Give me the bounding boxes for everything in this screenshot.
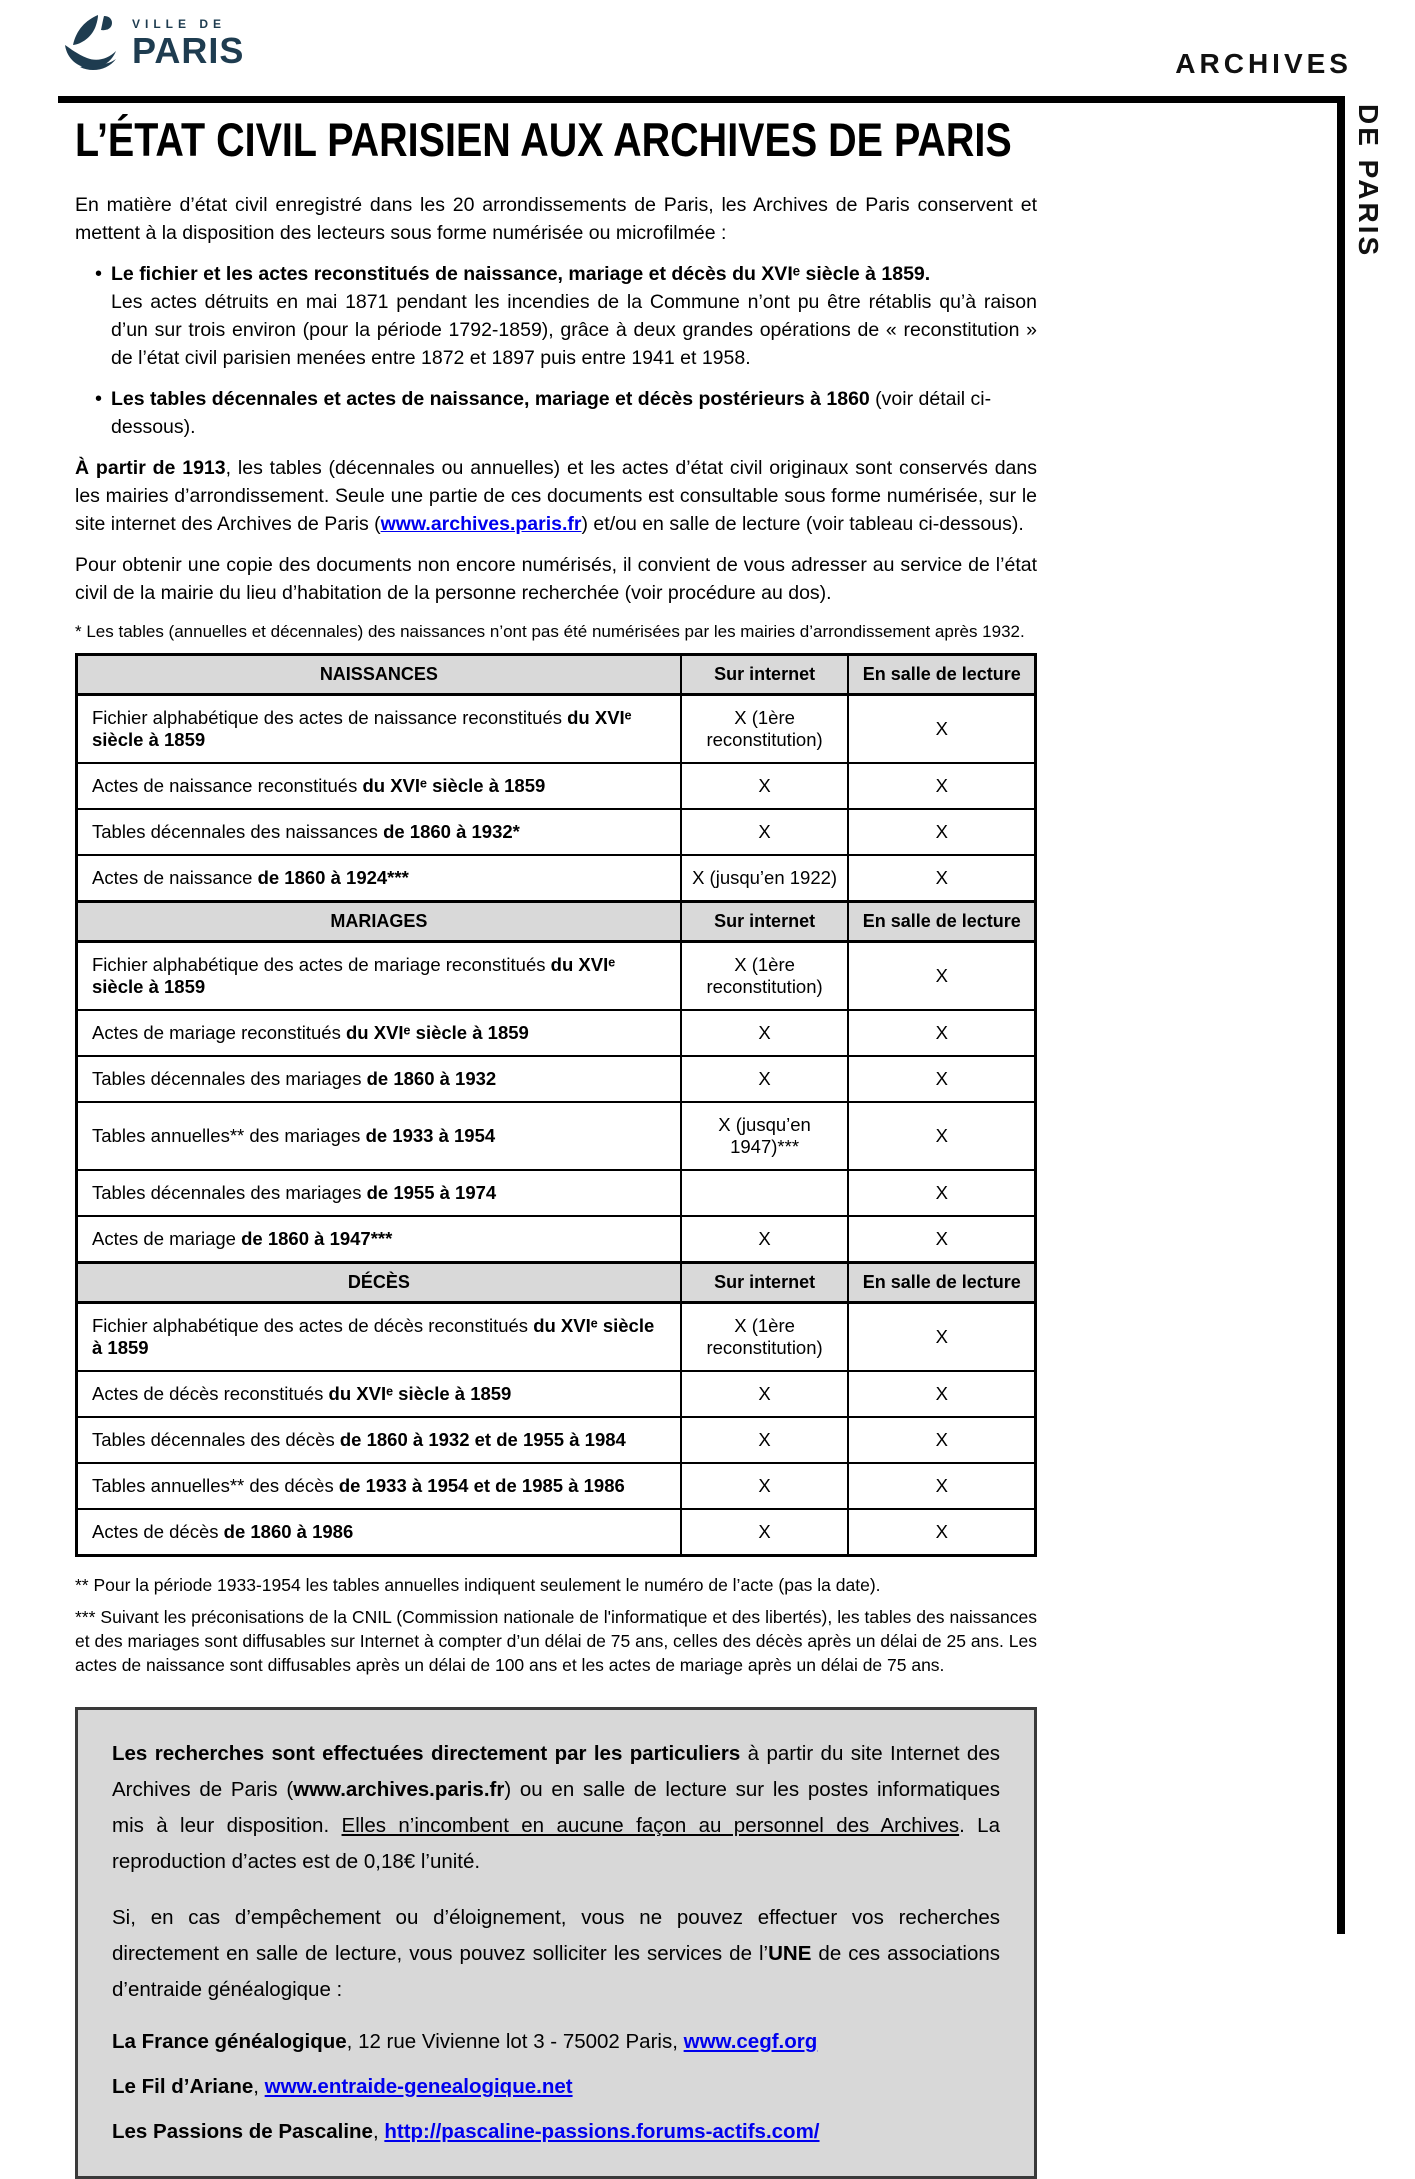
box-paragraph-2: Si, en cas d’empêchement ou d’éloignement, vous ne pouvez effectuer vos recherches directement en salle de lecture, vous pouvez solliciter les services de l’UNE de ces associations d’entraide généalogique : <box>112 1906 1000 2001</box>
paragraph-1913-lead: À partir de 1913 <box>75 457 226 479</box>
ville-de-paris-logo <box>60 12 244 74</box>
paragraph-1913-tail: ) et/ou en salle de lecture (voir tableau ci-dessous). <box>581 513 1024 535</box>
salle-cell: X <box>848 763 1035 809</box>
document-body <box>75 110 1037 2179</box>
salle-cell: X <box>848 1371 1035 1417</box>
bullet-dot: • <box>95 388 103 410</box>
association-name: Le Fil d’Ariane <box>112 2075 254 2098</box>
association-name: La France généalogique <box>112 2030 347 2053</box>
internet-cell: X (1ère reconstitution) <box>681 1303 849 1372</box>
box-paragraph-1: Les recherches sont effectuées directement par les particuliers à partir du site Internet des Archives de Paris (www.archives.paris.fr) ou en salle de lecture sur les postes informatiques mis à leur disposition. Elles n’incombent en aucune façon au personnel des Archives. La reproduction d’actes est de 0,18€ l’unité. <box>112 1742 1001 1873</box>
footnote-triple-star: *** Suivant les préconisations de la CNIL (Commission nationale de l'informatique et des libertés), les tables des naissances et des mariages sont diffusables sur Internet à compter d’un délai de 75 ans, celles des décès après un délai de 25 ans. Les actes de naissance sont diffusables après un délai de 100 ans et les actes de mariage après un délai de 75 ans. <box>75 1607 1037 1675</box>
info-box <box>75 1707 1037 2179</box>
salle-cell: X <box>848 1170 1035 1216</box>
archives-label: ARCHIVES <box>1175 48 1352 79</box>
footnote-star: * Les tables (annuelles et décennales) des naissances n’ont pas été numérisées par les mairies d’arrondissement après 1932. <box>75 622 1025 641</box>
association-item: La France généalogique, 12 rue Vivienne lot 3 - 75002 Paris, www.cegf.org <box>112 2030 818 2053</box>
salle-cell: X <box>848 1102 1035 1170</box>
table-row <box>77 1509 1036 1556</box>
internet-cell: X <box>681 1463 849 1509</box>
row-label: Actes de décès de 1860 à 1986 <box>77 1509 681 1556</box>
internet-cell: X (jusqu’en 1922) <box>681 855 849 902</box>
paragraph-copie: Pour obtenir une copie des documents non encore numérisés, il convient de vous adresser au service de l’état civil de la mairie du lieu d’habitation de la personne recherchée (voir procédure au dos). <box>75 554 1037 604</box>
bullet-1-lead: Le fichier et les actes reconstitués de naissance, mariage et décès du XVIᵉ siècle à 1859. <box>111 263 931 285</box>
association-name: Les Passions de Pascaline <box>112 2120 373 2143</box>
table-row <box>77 1216 1036 1263</box>
table-row <box>77 855 1036 902</box>
paragraph-1913 <box>75 454 1037 538</box>
bullet-item-1 <box>75 260 1037 372</box>
de-paris-vertical-label: DE PARIS <box>1353 104 1384 259</box>
salle-cell: X <box>848 1509 1035 1556</box>
internet-cell: X <box>681 809 849 855</box>
table-row <box>77 942 1036 1011</box>
row-label: Fichier alphabétique des actes de mariage reconstitués du XVIᵉ siècle à 1859 <box>77 942 681 1011</box>
pascaline-link[interactable]: http://pascaline-passions.forums-actifs.com/ <box>384 2120 820 2143</box>
frame-top-rule <box>58 96 1344 103</box>
section-title: NAISSANCES <box>77 655 681 695</box>
bullet-item-2 <box>75 385 1037 441</box>
internet-cell: X (1ère reconstitution) <box>681 942 849 1011</box>
section-header-row <box>77 1263 1036 1303</box>
row-label: Tables décennales des naissances de 1860 à 1932* <box>77 809 681 855</box>
internet-cell: X <box>681 1417 849 1463</box>
table-row <box>77 1303 1036 1372</box>
table-row <box>77 1463 1036 1509</box>
table-row <box>77 695 1036 764</box>
association-item: Le Fil d’Ariane, www.entraide-genealogique.net <box>112 2075 573 2098</box>
paris-boat-icon <box>60 12 122 74</box>
row-label: Tables décennales des mariages de 1955 à 1974 <box>77 1170 681 1216</box>
row-label: Fichier alphabétique des actes de décès reconstitués du XVIᵉ siècle à 1859 <box>77 1303 681 1372</box>
intro-paragraph: En matière d’état civil enregistré dans les 20 arrondissements de Paris, les Archives de Paris conservent et mettent à la disposition des lecteurs sous forme numérisée ou microfilmée : <box>75 194 1037 244</box>
entraide-genealogique-link[interactable]: www.entraide-genealogique.net <box>264 2075 573 2098</box>
cegf-link[interactable]: www.cegf.org <box>683 2030 818 2053</box>
salle-cell: X <box>848 1463 1035 1509</box>
row-label: Tables annuelles** des mariages de 1933 à 1954 <box>77 1102 681 1170</box>
page-title: L’ÉTAT CIVIL PARISIEN AUX ARCHIVES DE PARIS <box>75 113 1012 166</box>
internet-cell: X (1ère reconstitution) <box>681 695 849 764</box>
archives-paris-link[interactable]: www.archives.paris.fr <box>380 513 582 535</box>
underlined-note: Elles n’incombent en aucune façon au personnel des Archives <box>341 1814 960 1837</box>
column-header-internet: Sur internet <box>681 1263 849 1303</box>
salle-cell: X <box>848 695 1035 764</box>
salle-cell: X <box>848 1216 1035 1263</box>
row-label: Actes de naissance de 1860 à 1924*** <box>77 855 681 902</box>
archives-url-bold: www.archives.paris.fr <box>293 1778 505 1801</box>
internet-cell: X <box>681 1056 849 1102</box>
association-item: Les Passions de Pascaline, http://pascaline-passions.forums-actifs.com/ <box>112 2120 820 2143</box>
row-label: Tables annuelles** des décès de 1933 à 1954 et de 1985 à 1986 <box>77 1463 681 1509</box>
table-row <box>77 1010 1036 1056</box>
bullet-2-lead: Les tables décennales et actes de naissance, mariage et décès postérieurs à 1860 <box>111 388 870 410</box>
table-row <box>77 1056 1036 1102</box>
section-title: MARIAGES <box>77 902 681 942</box>
row-label: Actes de mariage reconstitués du XVIᵉ siècle à 1859 <box>77 1010 681 1056</box>
table-row <box>77 763 1036 809</box>
internet-cell: X (jusqu’en 1947)*** <box>681 1102 849 1170</box>
bullet-2-tail: (voir détail ci-dessous). <box>111 388 992 438</box>
table-row <box>77 1371 1036 1417</box>
salle-cell: X <box>848 1056 1035 1102</box>
salle-cell: X <box>848 1417 1035 1463</box>
internet-cell: X <box>681 1509 849 1556</box>
column-header-internet: Sur internet <box>681 902 849 942</box>
bullet-1-body: Les actes détruits en mai 1871 pendant les incendies de la Commune n’ont pu être rétablis qu’à raison d’un sur trois environ (pour la période 1792-1859), grâce à deux grandes opérations de « reconstitution » de l’état civil parisien menées entre 1872 et 1897 puis entre 1941 et 1958. <box>111 291 1037 369</box>
row-label: Fichier alphabétique des actes de naissance reconstitués du XVIᵉ siècle à 1859 <box>77 695 681 764</box>
footnote-double-star: ** Pour la période 1933-1954 les tables annuelles indiquent seulement le numéro de l’acte (pas la date). <box>75 1575 881 1595</box>
salle-cell: X <box>848 855 1035 902</box>
column-header-internet: Sur internet <box>681 655 849 695</box>
table-row <box>77 809 1036 855</box>
frame-right-rule <box>1337 96 1345 1934</box>
civil-records-table <box>75 653 1037 1557</box>
row-label: Actes de naissance reconstitués du XVIᵉ siècle à 1859 <box>77 763 681 809</box>
logo-paris-text: PARIS <box>132 29 245 71</box>
internet-cell <box>681 1170 849 1216</box>
paragraph-1913-mid: , les tables (décennales ou annuelles) et les actes d’état civil originaux sont conservés dans les mairies d’arrondissement. Seule une partie de ces documents est consultable sous forme numérisée, sur le site internet des Archives de Paris ( <box>75 457 1037 535</box>
internet-cell: X <box>681 1216 849 1263</box>
logo-ville-de-text: VILLE DE <box>132 16 227 31</box>
internet-cell: X <box>681 763 849 809</box>
table-row <box>77 1102 1036 1170</box>
box-p1-lead: Les recherches sont effectuées directement par les particuliers <box>112 1742 741 1765</box>
row-label: Tables décennales des mariages de 1860 à 1932 <box>77 1056 681 1102</box>
row-label: Actes de mariage de 1860 à 1947*** <box>77 1216 681 1263</box>
section-header-row <box>77 655 1036 695</box>
salle-cell: X <box>848 809 1035 855</box>
bullet-dot: • <box>95 263 103 285</box>
table-row <box>77 1170 1036 1216</box>
salle-cell: X <box>848 1010 1035 1056</box>
row-label: Actes de décès reconstitués du XVIᵉ siècle à 1859 <box>77 1371 681 1417</box>
internet-cell: X <box>681 1371 849 1417</box>
section-header-row <box>77 902 1036 942</box>
table-row <box>77 1417 1036 1463</box>
internet-cell: X <box>681 1010 849 1056</box>
section-title: DÉCÈS <box>77 1263 681 1303</box>
salle-cell: X <box>848 942 1035 1011</box>
column-header-salle: En salle de lecture <box>848 1263 1035 1303</box>
column-header-salle: En salle de lecture <box>848 902 1035 942</box>
column-header-salle: En salle de lecture <box>848 655 1035 695</box>
row-label: Tables décennales des décès de 1860 à 1932 et de 1955 à 1984 <box>77 1417 681 1463</box>
salle-cell: X <box>848 1303 1035 1372</box>
